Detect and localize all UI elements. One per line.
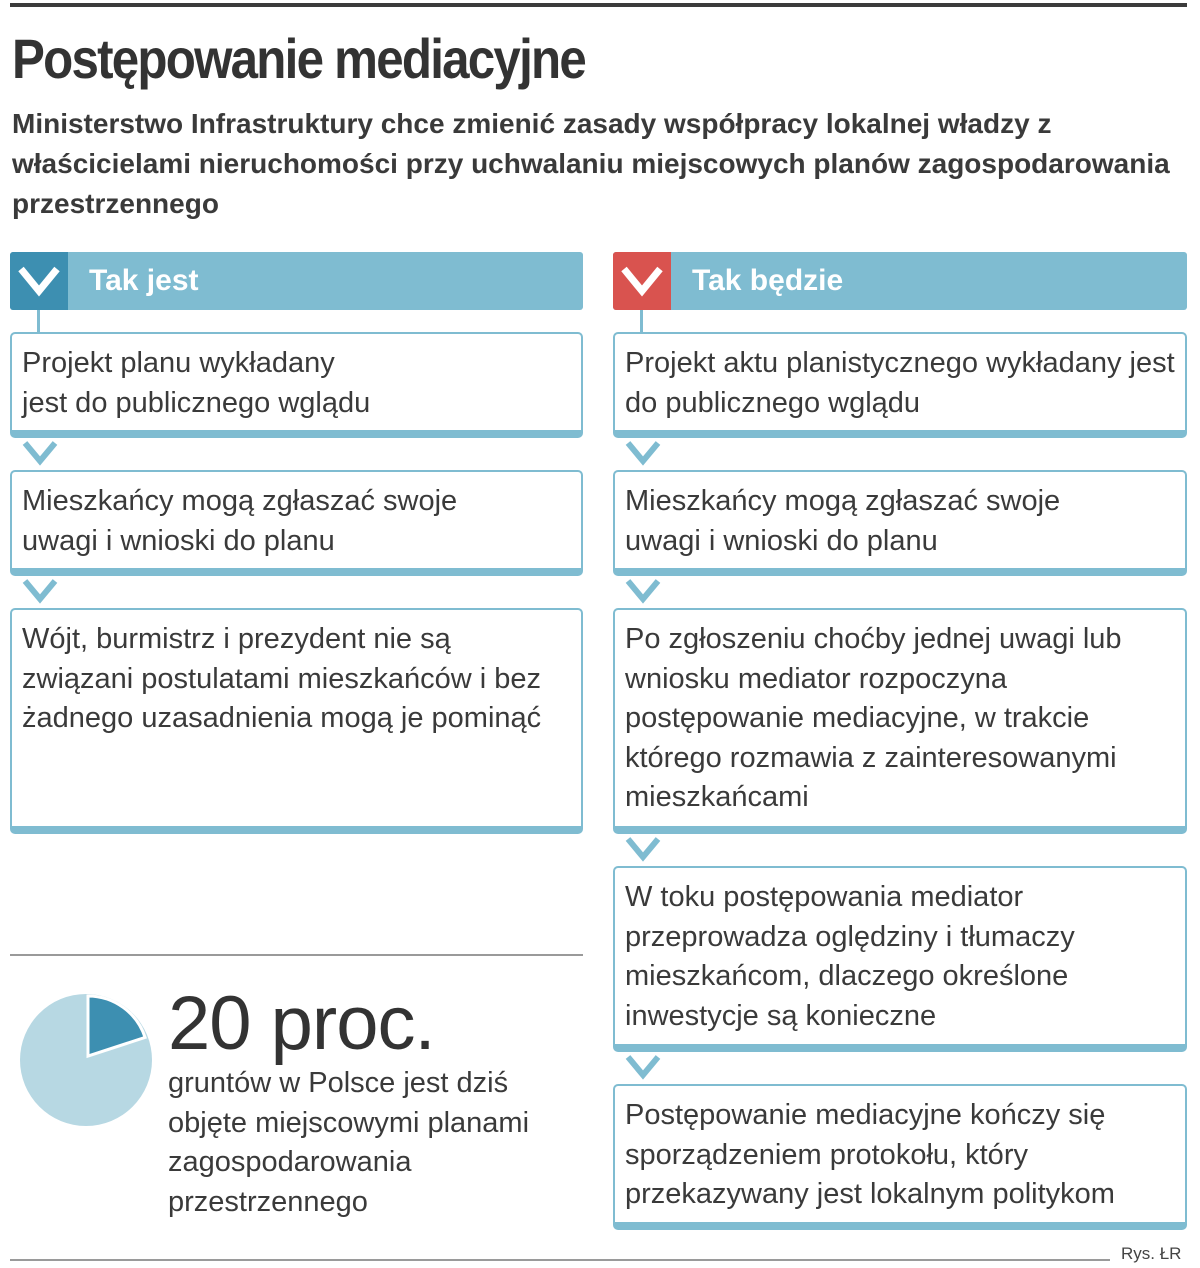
chevron-down-icon [625,1054,661,1082]
page-subtitle: Ministerstwo Infrastruktury chce zmienić zasady współpracy lokalnej władzy z właścicielami nieruchomości przy uchwalaniu miejscowych planów zagospodarowania przestrzennego [12,108,1170,219]
column-header-proposed [613,252,1187,310]
column-header-current [10,252,583,310]
top-rule [10,3,1187,7]
pie-chart [20,994,152,1126]
stat-description: gruntów w Polsce jest dziś objęte miejscowymi planami zagospodarowania przestrzennego [168,1067,530,1218]
flow-step-current-1 [10,332,583,438]
connector-line [640,310,643,332]
chevron-down-icon [625,578,661,606]
flow-step-text: Mieszkańcy mogą zgłaszać swoje uwagi i wnioski do planu [625,485,1061,557]
chevron-down-icon [22,578,58,606]
flow-step-text: Projekt planu wykładany jest do publicznego wglądu [22,347,371,419]
page-title: Postępowanie mediacyjne [12,27,586,90]
flow-step-proposed-1 [613,332,1187,438]
flow-step-proposed-3 [613,608,1187,834]
stat-value: 20 proc. [168,981,435,1066]
chevron-down-icon [625,836,661,864]
flow-step-text: Po zgłoszeniu choćby jednej uwagi lub wniosku mediator rozpoczyna postępowanie mediacyjne, w trakcie którego rozmawia z zainteresowanymi mieszkańcami [625,623,1122,813]
flow-step-proposed-4 [613,866,1187,1052]
chevron-down-icon [613,252,671,310]
flow-step-proposed-2 [613,470,1187,576]
flow-step-text: Projekt aktu planistycznego wykładany jest do publicznego wglądu [625,347,1175,419]
flow-step-proposed-5 [613,1084,1187,1230]
flow-step-current-3 [10,608,583,834]
flow-step-text: W toku postępowania mediator przeprowadza oględziny i tłumaczy mieszkańcom, dlaczego określone inwestycje są konieczne [625,881,1075,1032]
chevron-down-icon [625,440,661,468]
flow-step-text: Wójt, burmistrz i prezydent nie są związani postulatami mieszkańców i bez żadnego uzasadnienia mogą je pominąć [22,623,542,734]
column-heading-proposed: Tak będzie [692,264,844,297]
credit: Rys. ŁR [1121,1244,1182,1263]
stat-divider [10,954,583,956]
connector-line [37,310,40,332]
bottom-rule [10,1259,1110,1261]
chevron-down-icon [22,440,58,468]
chevron-down-icon [10,252,68,310]
flow-step-text: Mieszkańcy mogą zgłaszać swoje uwagi i wnioski do planu [22,485,458,557]
flow-step-text: Postępowanie mediacyjne kończy się sporządzeniem protokołu, który przekazywany jest lokalnym politykom [625,1099,1115,1210]
column-heading-current: Tak jest [89,264,199,297]
flow-step-current-2 [10,470,583,576]
